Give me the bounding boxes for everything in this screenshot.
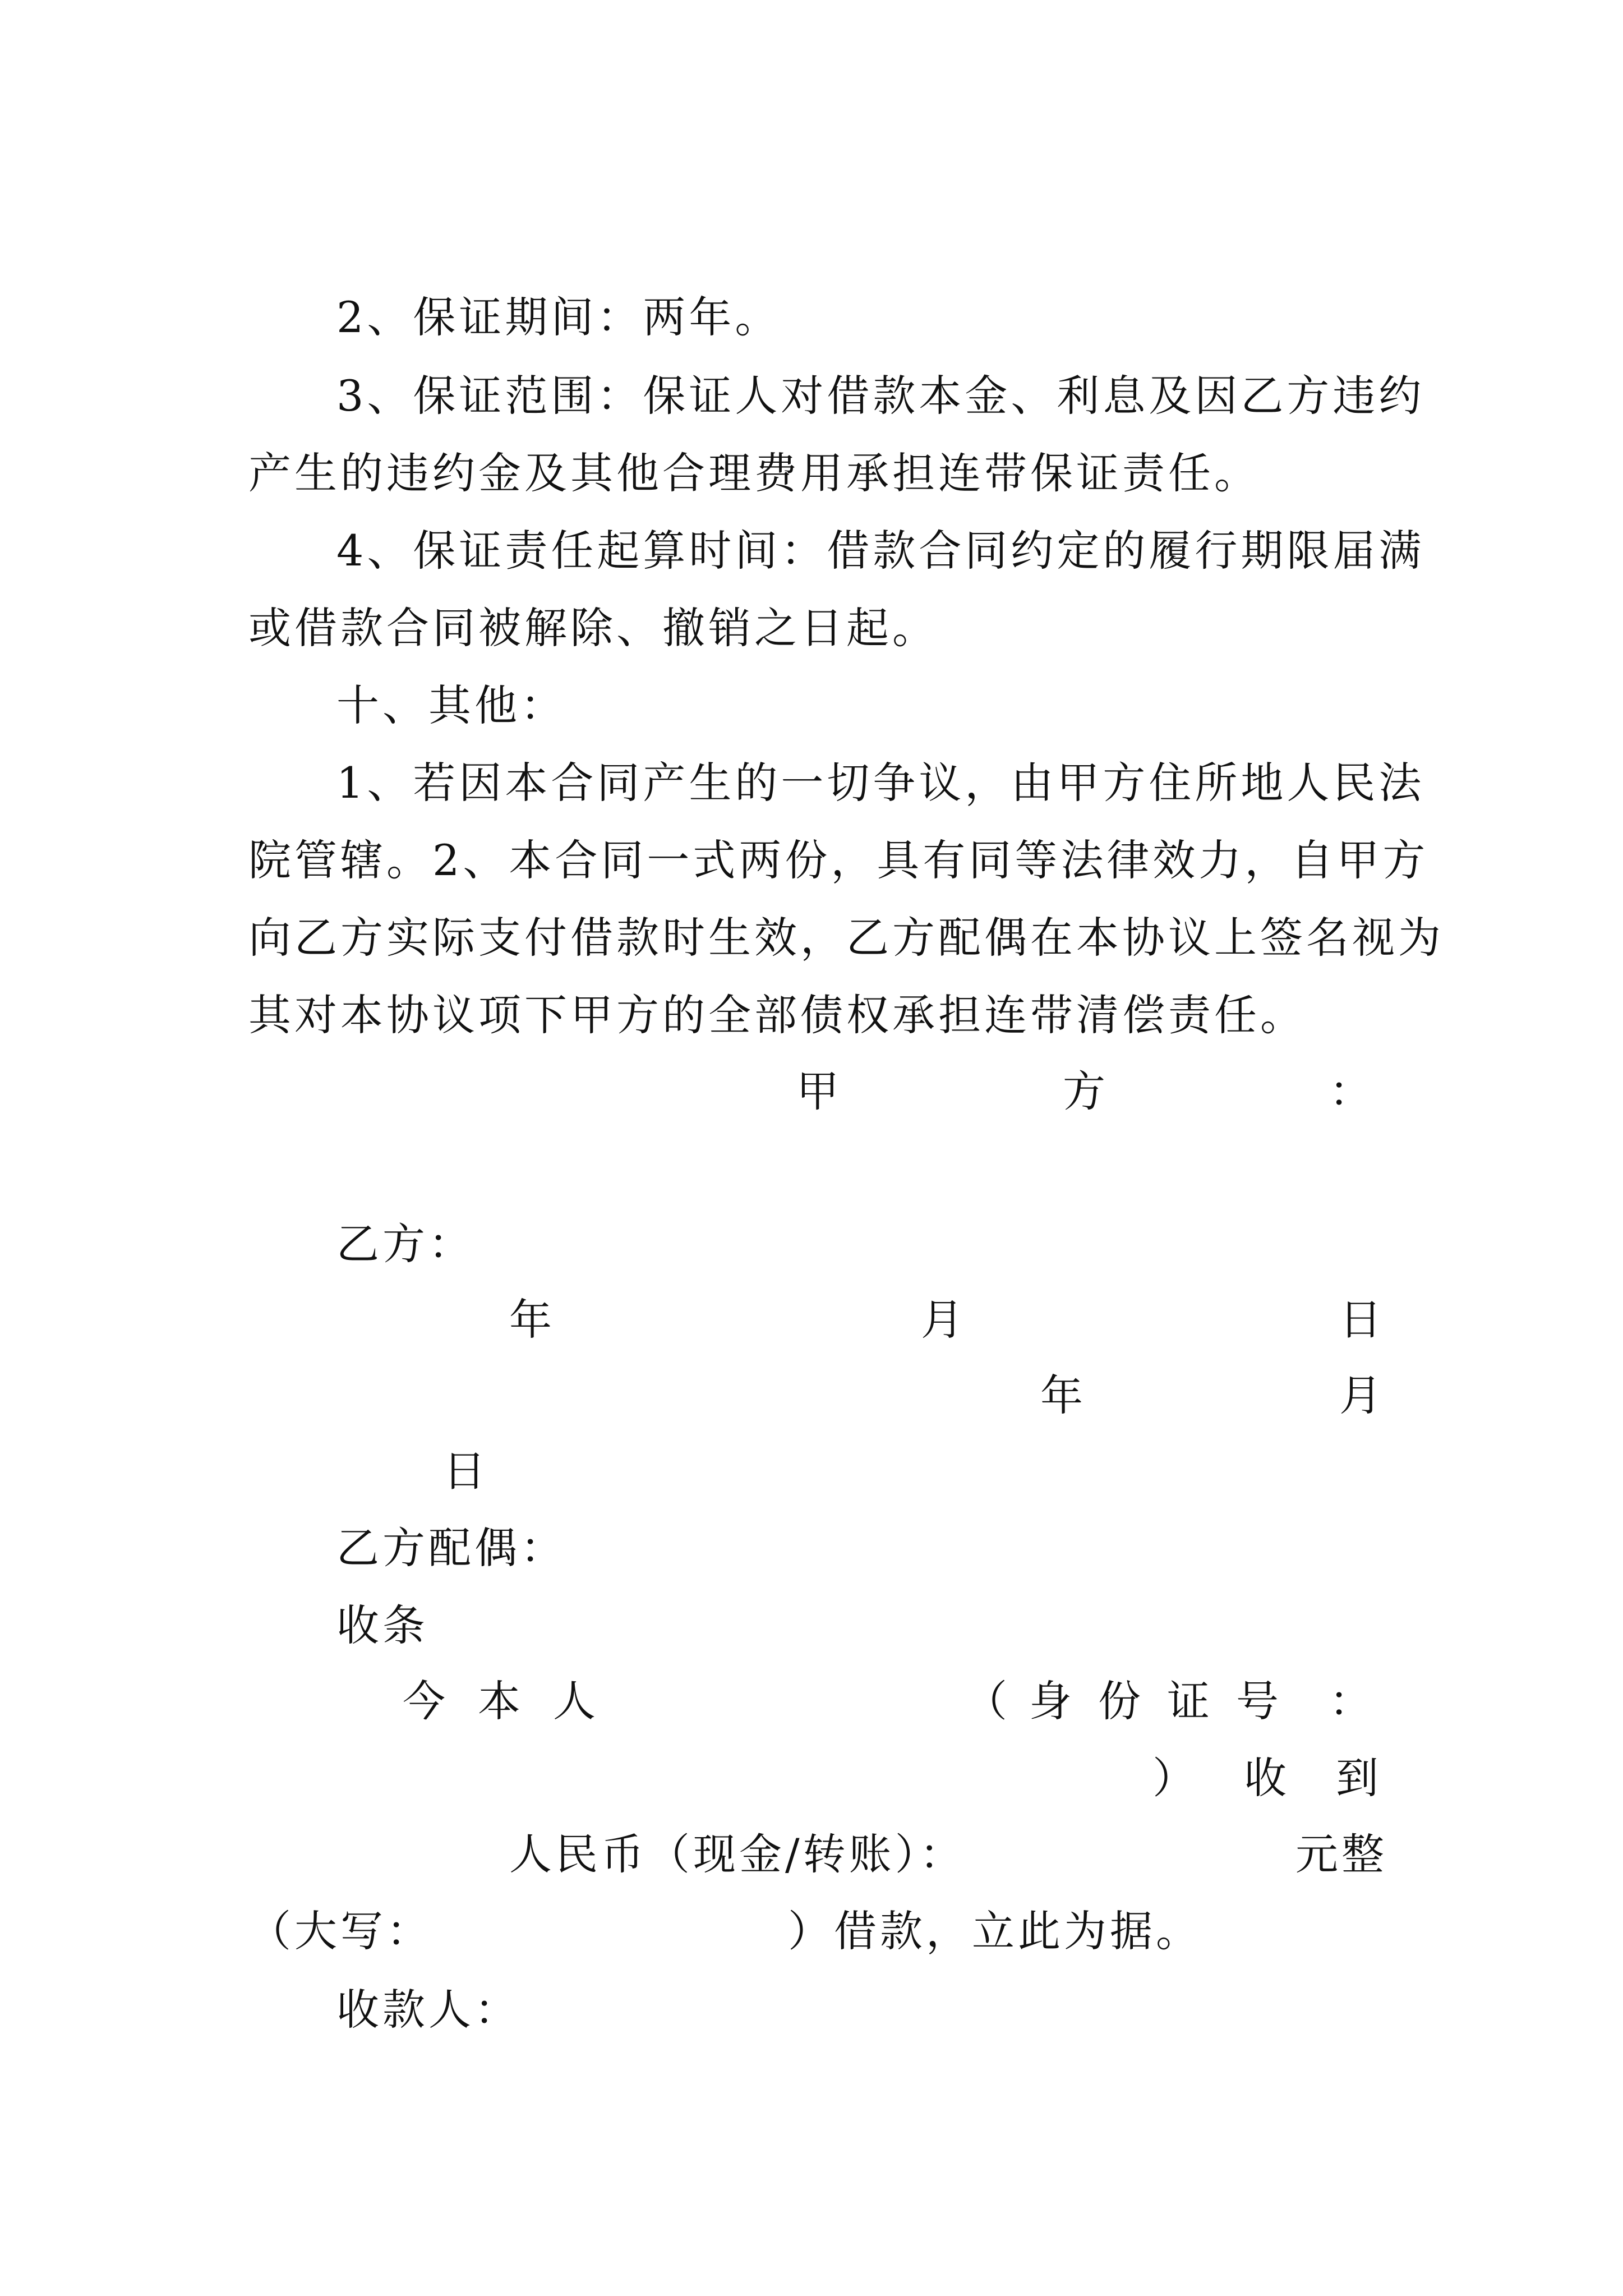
section-other-heading: 十、其他： (336, 680, 566, 730)
receipt-amount-unit: 元整 (1295, 1829, 1387, 1879)
party-a-char-2: 方 (1063, 1066, 1109, 1116)
guarantee-start-line-2: 或借款合同被解除、撤销之日起。 (248, 603, 938, 653)
receipt-l2-paren-close: ） (1152, 1753, 1198, 1803)
party-a-colon: ： (1329, 1066, 1375, 1116)
receipt-l1-colon: ： (1329, 1676, 1375, 1726)
date-2-day: 日 (443, 1446, 489, 1496)
receipt-capital-open: （大写： (248, 1906, 432, 1956)
date-2-month: 月 (1339, 1370, 1385, 1420)
other-clause-line-4: 其对本协议项下甲方的全部债权承担连带清偿责任。 (248, 990, 1306, 1040)
date-1-year: 年 (509, 1295, 555, 1345)
spouse-label: 乙方配偶： (336, 1523, 566, 1573)
receipt-l1-char-5: 身 (1029, 1676, 1075, 1726)
receipt-l1-char-1: 今 (403, 1676, 449, 1726)
date-2-year: 年 (1040, 1370, 1086, 1420)
receipt-title: 收条 (336, 1600, 428, 1650)
other-clause-line-1: 1、若因本合同产生的一切争议，由甲方住所地人民法 (336, 758, 1425, 808)
receipt-capital-close: ）借款，立此为据。 (788, 1906, 1202, 1956)
receipt-l2-char-2: 收 (1244, 1753, 1290, 1803)
receipt-l1-char-2: 本 (478, 1676, 524, 1726)
receipt-l1-char-3: 人 (553, 1676, 599, 1726)
guarantee-start-line-1: 4、保证责任起算时间：借款合同约定的履行期限届满 (336, 526, 1425, 576)
guarantee-scope-line-2: 产生的违约金及其他合理费用承担连带保证责任。 (248, 448, 1260, 498)
other-clause-line-3: 向乙方实际支付借款时生效，乙方配偶在本协议上签名视为 (248, 913, 1444, 963)
receipt-l1-char-6: 份 (1098, 1676, 1144, 1726)
guarantee-period-text: 2、保证期间：两年。 (336, 292, 781, 342)
payee-label: 收款人： (336, 1985, 520, 2035)
receipt-l1-paren-open: （ (965, 1676, 1011, 1726)
receipt-amount-label: 人民币（现金/转账）： (509, 1829, 966, 1879)
date-1-month: 月 (921, 1295, 967, 1345)
party-a-char-1: 甲 (796, 1066, 842, 1116)
date-1-day: 日 (1339, 1295, 1385, 1345)
other-clause-line-2: 院管辖。2、本合同一式两份，具有同等法律效力，自甲方 (248, 835, 1429, 885)
receipt-l1-char-7: 证 (1167, 1676, 1213, 1726)
guarantee-scope-line-1: 3、保证范围：保证人对借款本金、利息及因乙方违约 (336, 371, 1425, 421)
receipt-l1-char-8: 号 (1236, 1676, 1282, 1726)
receipt-l2-char-3: 到 (1336, 1753, 1382, 1803)
party-b-label: 乙方： (336, 1219, 474, 1269)
